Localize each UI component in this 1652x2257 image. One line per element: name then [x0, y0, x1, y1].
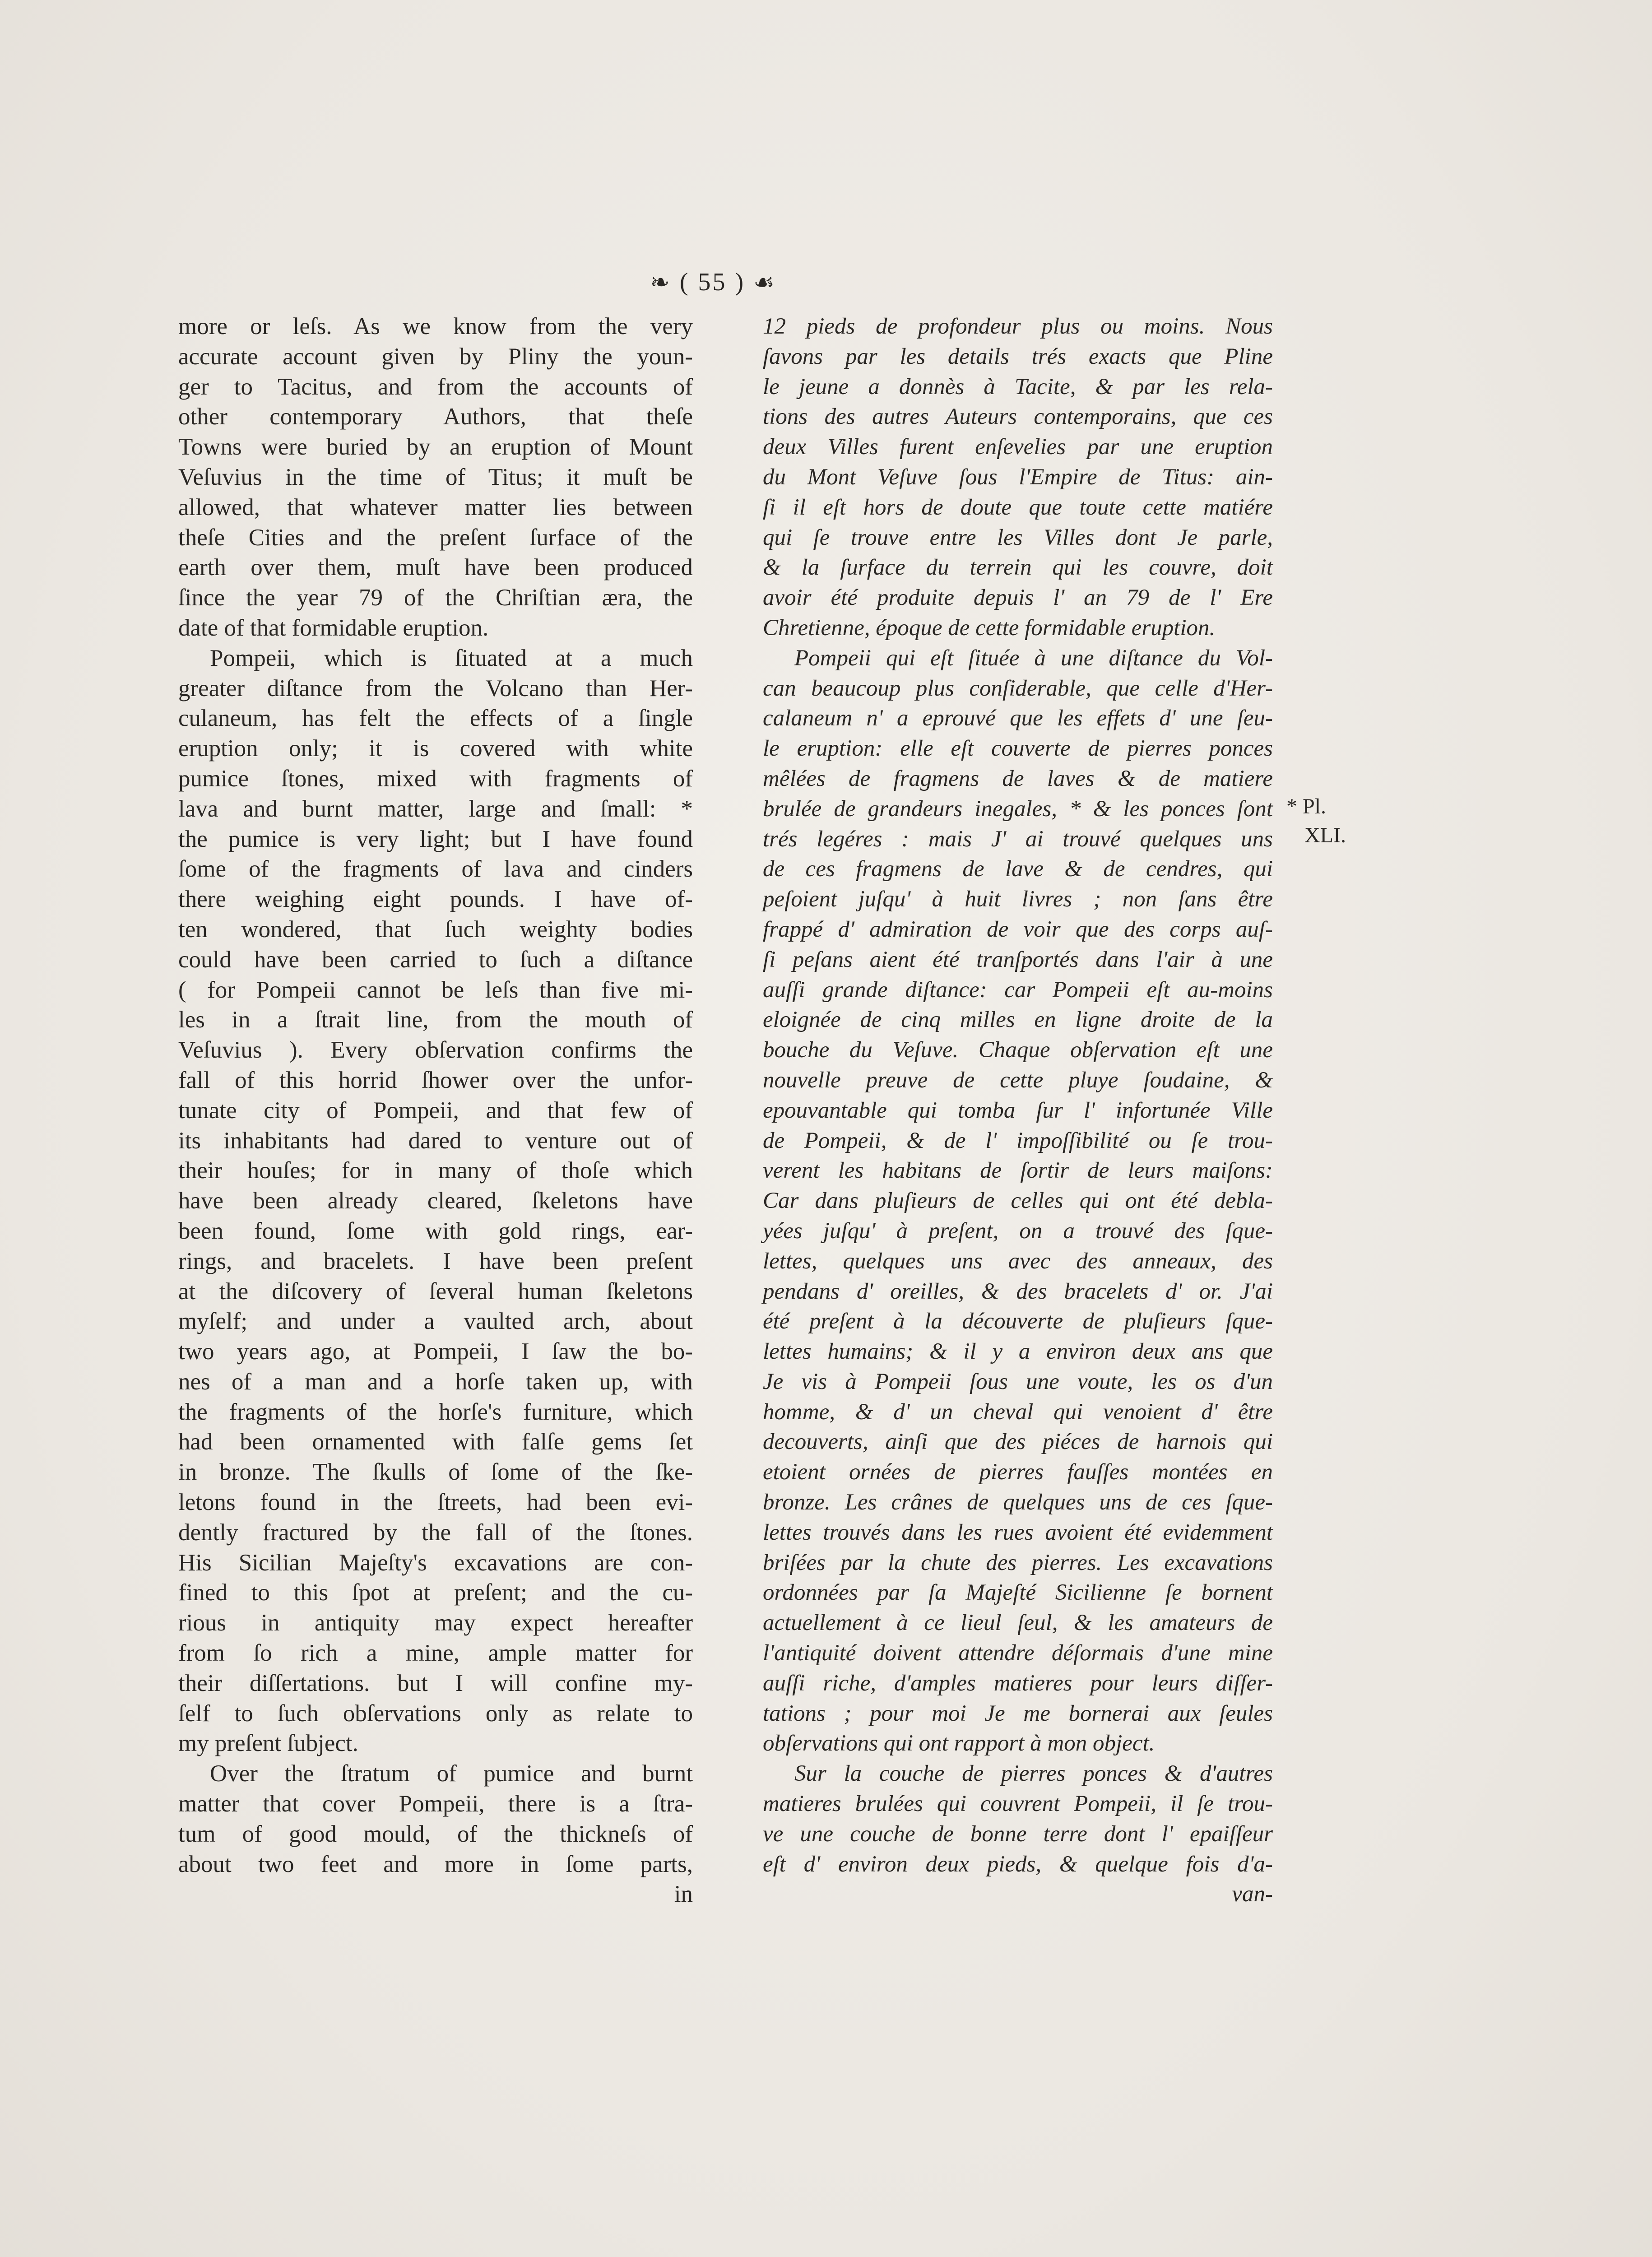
- french-line: Chretienne, époque de cette formidable eruption.: [763, 615, 1216, 641]
- english-line: the fragments of the horſe's furniture, which: [178, 1398, 693, 1425]
- french-line: mêlées de fragmens de laves & de matiere: [763, 766, 1273, 791]
- english-line: nes of a man and a horſe taken up, with: [178, 1368, 693, 1395]
- french-line: eloignée de cinq milles en ligne droite de la: [763, 1007, 1273, 1033]
- french-line: nouvelle preuve de cette pluye ſoudaine, &: [763, 1067, 1273, 1093]
- english-line: ( for Pompeii cannot be leſs than five mi-: [178, 976, 693, 1003]
- french-line: obſervations qui ont rapport à mon object.: [763, 1731, 1155, 1756]
- english-line: tunate city of Pompeii, and that few of: [178, 1097, 693, 1124]
- english-column: [178, 311, 693, 1909]
- english-line: ſince the year 79 of the Chriſtian æra, the: [178, 585, 693, 611]
- french-line: eſt d' environ deux pieds, & quelque fois d'a-: [763, 1851, 1273, 1877]
- english-line: fall of this horrid ſhower over the unfor-: [178, 1067, 693, 1093]
- english-line: ten wondered, that ſuch weighty bodies: [178, 916, 693, 943]
- english-line: from ſo rich a mine, ample matter for: [178, 1640, 693, 1667]
- plate-reference-note: [1286, 792, 1346, 850]
- english-catchword: in: [674, 1881, 693, 1908]
- french-catchword: van-: [1232, 1881, 1273, 1907]
- french-line: Je vis à Pompeii ſous une voute, les os d'un: [763, 1369, 1273, 1394]
- french-line: peſoient juſqu' à huit livres ; non ſans être: [763, 887, 1273, 912]
- english-line: Pompeii, which is ſituated at a much: [210, 645, 693, 671]
- french-line: Sur la couche de pierres ponces & d'autres: [794, 1761, 1273, 1787]
- english-line: les in a ſtrait line, from the mouth of: [178, 1007, 693, 1033]
- french-line: auſſi grande diſtance: car Pompeii eſt au-moins: [763, 977, 1273, 1003]
- english-line: ſelf to ſuch obſervations only as relate to: [178, 1700, 693, 1727]
- french-line: 12 pieds de profondeur plus ou moins. Nous: [763, 314, 1273, 339]
- english-line: Veſuvius ). Every obſervation confirms the: [178, 1037, 693, 1063]
- english-line: accurate account given by Pliny the youn-: [178, 343, 693, 370]
- page-number-text: ( 55 ): [679, 268, 746, 296]
- french-line: trés legéres : mais J' ai trouvé quelques uns: [763, 826, 1273, 852]
- french-line: calaneum n' a eprouvé que les effets d' une ſeu-: [763, 706, 1273, 731]
- english-line: ſome of the fragments of lava and cinders: [178, 856, 693, 882]
- english-line: pumice ſtones, mixed with fragments of: [178, 765, 693, 792]
- english-line: my preſent ſubject.: [178, 1730, 358, 1757]
- english-line: their diſſertations. but I will confine my-: [178, 1670, 693, 1696]
- french-line: etoient ornées de pierres fauſſes montées en: [763, 1459, 1273, 1485]
- english-line: Veſuvius in the time of Titus; it muſt be: [178, 464, 693, 490]
- french-line: ſi il eſt hors de doute que toute cette matiére: [763, 494, 1273, 520]
- english-line: myſelf; and under a vaulted arch, about: [178, 1308, 693, 1335]
- french-line: ſi peſans aient été tranſportés dans l'air à une: [763, 947, 1273, 972]
- french-line: de Pompeii, & de l' impoſſibilité ou ſe trou-: [763, 1128, 1273, 1153]
- english-line: Over the ſtratum of pumice and burnt: [210, 1760, 693, 1787]
- french-line: deux Villes furent enſevelies par une eruption: [763, 434, 1273, 460]
- english-line: other contemporary Authors, that theſe: [178, 404, 693, 430]
- french-line: lettes trouvés dans les rues avoient été evidemment: [763, 1519, 1273, 1545]
- french-line: lettes, quelques uns avec des anneaux, des: [763, 1248, 1273, 1274]
- plate-label: Pl.: [1303, 794, 1327, 818]
- french-line: du Mont Veſuve ſous l'Empire de Titus: ain-: [763, 464, 1273, 490]
- french-line: de ces fragmens de lave & de cendres, qui: [763, 856, 1273, 882]
- english-line: the pumice is very light; but I have found: [178, 826, 693, 852]
- english-line: allowed, that whatever matter lies between: [178, 494, 693, 520]
- english-line: eruption only; it is covered with white: [178, 735, 693, 762]
- english-line: ger to Tacitus, and from the accounts of: [178, 373, 693, 400]
- french-line: briſées par la chute des pierres. Les excavations: [763, 1550, 1273, 1575]
- english-line: fined to this ſpot at preſent; and the cu-: [178, 1579, 693, 1606]
- english-line: His Sicilian Majeſty's excavations are con-: [178, 1549, 693, 1576]
- french-line: frappé d' admiration de voir que des corps auſ-: [763, 916, 1273, 942]
- french-line: decouverts, ainſi que des piéces de harnois qui: [763, 1429, 1273, 1455]
- french-line: tions des autres Auteurs contemporains, que ces: [763, 404, 1273, 430]
- page-number: [623, 262, 803, 302]
- french-line: Car dans pluſieurs de celles qui ont été debla-: [763, 1188, 1273, 1214]
- french-line: avoir été produite depuis l' an 79 de l' Ere: [763, 585, 1273, 611]
- french-line: & la ſurface du terrein qui les couvre, doit: [763, 555, 1273, 581]
- english-line: matter that cover Pompeii, there is a ſtra-: [178, 1791, 693, 1817]
- french-line: ſavons par les details trés exacts que Pline: [763, 344, 1273, 369]
- english-line: rious in antiquity may expect hereafter: [178, 1610, 693, 1636]
- french-line: lettes humains; & il y a environ deux ans que: [763, 1339, 1273, 1365]
- french-line: le jeune a donnès à Tacite, & par les rela-: [763, 374, 1273, 399]
- french-line: bouche du Veſuve. Chaque obſervation eſt une: [763, 1037, 1273, 1063]
- french-line: matieres brulées qui couvrent Pompeii, il ſe trou-: [763, 1791, 1273, 1817]
- english-line: at the diſcovery of ſeveral human ſkeletons: [178, 1278, 693, 1305]
- english-line: rings, and bracelets. I have been preſent: [178, 1248, 693, 1274]
- english-line: Towns were buried by an eruption of Mount: [178, 434, 693, 460]
- french-line: bronze. Les crânes de quelques uns de ces ſque-: [763, 1490, 1273, 1515]
- english-line: dently fractured by the fall of the ſtones.: [178, 1519, 693, 1546]
- english-line: earth over them, muſt have been produced: [178, 554, 693, 581]
- footnote-star: *: [1286, 794, 1297, 818]
- english-line: about two feet and more in ſome parts,: [178, 1851, 693, 1877]
- english-line: been found, ſome with gold rings, ear-: [178, 1217, 693, 1244]
- french-line: yées juſqu' à preſent, on a trouvé des ſque-: [763, 1218, 1273, 1244]
- english-line: two years ago, at Pompeii, I ſaw the bo-: [178, 1338, 693, 1365]
- english-line: culaneum, has felt the effects of a ſingle: [178, 705, 693, 732]
- english-line: lava and burnt matter, large and ſmall: *: [178, 795, 693, 822]
- english-line: date of that formidable eruption.: [178, 614, 489, 641]
- french-line: tations ; pour moi Je me bornerai aux ſeules: [763, 1700, 1273, 1726]
- ornament-left-icon: ❧: [650, 270, 672, 296]
- english-line: tum of good mould, of the thickneſs of: [178, 1820, 693, 1847]
- english-line: its inhabitants had dared to venture out of: [178, 1127, 693, 1154]
- english-line: have been already cleared, ſkeletons have: [178, 1188, 693, 1214]
- english-line: letons found in the ſtreets, had been evi-: [178, 1489, 693, 1516]
- ornament-right-icon: ☙: [753, 270, 776, 296]
- plate-number: XLI.: [1304, 823, 1346, 847]
- french-line: can beaucoup plus conſiderable, que celle d'Her-: [763, 675, 1273, 701]
- french-line: ve une couche de bonne terre dont l' epaiſſeur: [763, 1821, 1273, 1847]
- english-line: could have been carried to ſuch a diſtance: [178, 946, 693, 973]
- english-line: in bronze. The ſkulls of ſome of the ſke-: [178, 1459, 693, 1486]
- english-line: their houſes; for in many of thoſe which: [178, 1157, 693, 1184]
- french-line: le eruption: elle eſt couverte de pierres ponces: [763, 736, 1273, 762]
- french-line: Pompeii qui eſt ſituée à une diſtance du Vol-: [794, 645, 1273, 671]
- french-line: ordonnées par ſa Majeſté Sicilienne ſe bornent: [763, 1580, 1273, 1606]
- english-line: greater diſtance from the Volcano than Her-: [178, 675, 693, 701]
- english-line: theſe Cities and the preſent ſurface of the: [178, 524, 693, 551]
- french-line: verent les habitans de ſortir de leurs maiſons:: [763, 1158, 1273, 1184]
- english-line: there weighing eight pounds. I have of-: [178, 886, 693, 913]
- french-line: actuellement à ce lieul ſeul, & les amateurs de: [763, 1610, 1273, 1636]
- french-line: l'antiquité doivent attendre déſormais d'une mine: [763, 1640, 1273, 1666]
- french-column: [763, 311, 1273, 1909]
- french-line: brulée de grandeurs inegales, * & les ponces ſont: [763, 796, 1273, 822]
- french-line: qui ſe trouve entre les Villes dont Je parle,: [763, 525, 1273, 550]
- french-line: auſſi riche, d'amples matieres pour leurs diſſer-: [763, 1670, 1273, 1696]
- french-line: epouvantable qui tomba ſur l' infortunée Ville: [763, 1097, 1273, 1123]
- english-line: more or leſs. As we know from the very: [178, 313, 693, 339]
- french-line: pendans d' oreilles, & des bracelets d' or. J'ai: [763, 1278, 1273, 1304]
- english-line: had been ornamented with falſe gems ſet: [178, 1429, 693, 1455]
- french-line: homme, & d' un cheval qui venoient d' être: [763, 1399, 1273, 1425]
- french-line: été preſent à la découverte de pluſieurs ſque-: [763, 1309, 1273, 1334]
